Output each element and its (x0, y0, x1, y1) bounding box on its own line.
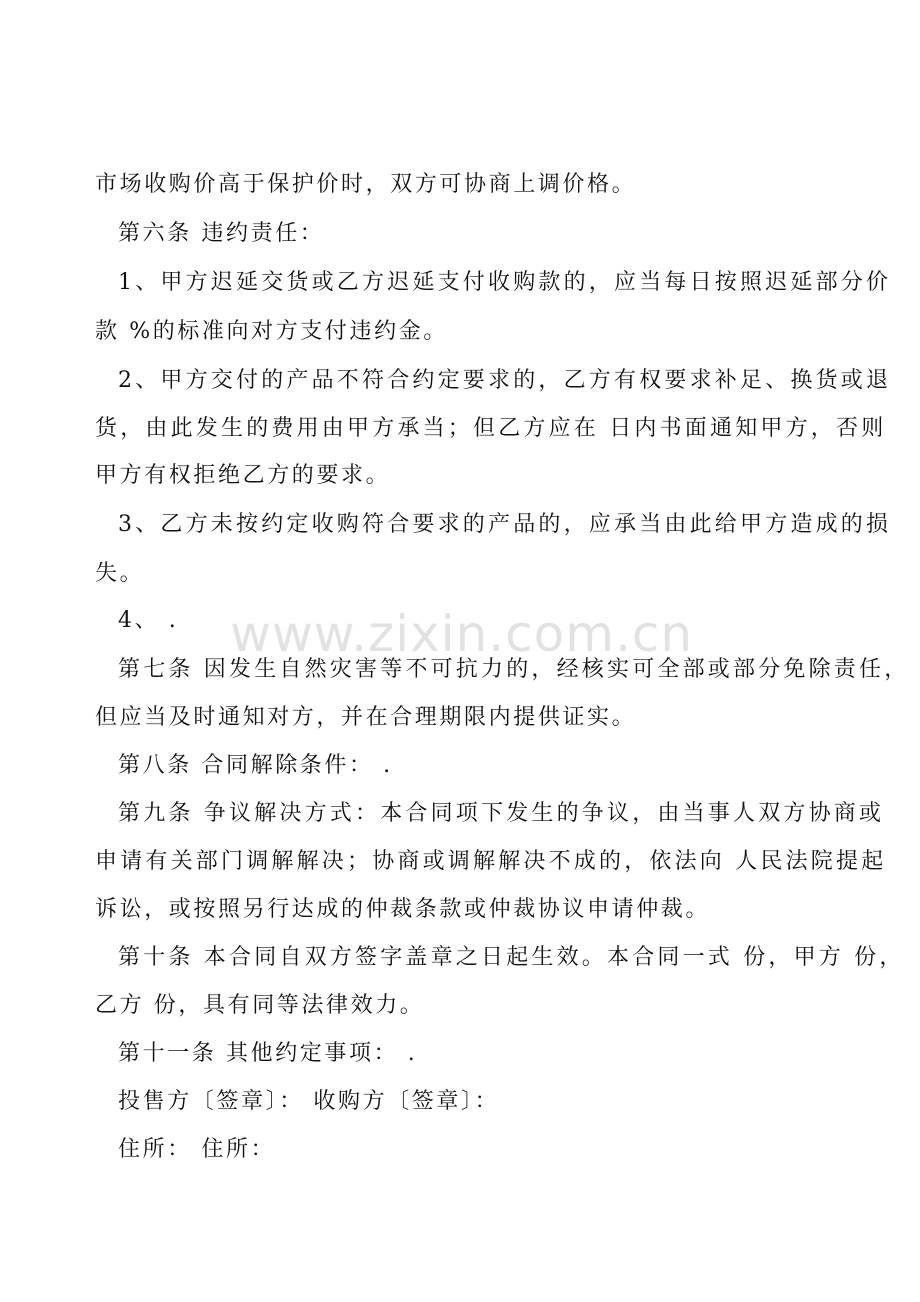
paragraph-line: 失。 (95, 561, 145, 586)
paragraph-line: 诉讼，或按照另行达成的仲裁条款或仲裁协议申请仲裁。 (95, 897, 711, 922)
paragraph-line: 申请有关部门调解解决；协商或调解解决不成的，依法向 人民法院提起 (95, 849, 887, 874)
paragraph-line: 3、乙方未按约定收购符合要求的产品的，应承当由此给甲方造成的损 (118, 512, 892, 537)
paragraph-line: 市场收购价高于保护价时，双方可协商上调价格。 (95, 172, 637, 197)
article-line: 第八条 合同解除条件： . (118, 753, 393, 778)
paragraph-line: 1、甲方迟延交货或乙方迟延支付收购款的，应当每日按照迟延部分价 (118, 270, 892, 295)
article-line: 第十条 本合同自双方签字盖章之日起生效。本合同一式 份，甲方 份， (118, 945, 905, 970)
paragraph-line: 但应当及时通知对方，并在合理期限内提供证实。 (95, 705, 637, 730)
paragraph-line: 4、 . (118, 608, 179, 633)
article-line: 第七条 因发生自然灾害等不可抗力的，经核实可全部或部分免除责任， (118, 657, 910, 682)
address-line: 住所： 住所： (118, 1137, 276, 1162)
watermark: www.zixin.com.cn (230, 605, 694, 663)
paragraph-line: 乙方 份，具有同等法律效力。 (95, 993, 425, 1018)
paragraph-line: 2、甲方交付的产品不符合约定要求的，乙方有权要求补足、换货或退 (118, 368, 892, 393)
article-heading: 第六条 违约责任： (118, 221, 325, 246)
paragraph-line: 款 %的标准向对方支付违约金。 (95, 319, 448, 344)
signature-line: 投售方〔签章〕： 收购方〔签章〕： (118, 1089, 500, 1114)
article-line: 第十一条 其他约定事项： . (118, 1041, 418, 1066)
paragraph-line: 甲方有权拒绝乙方的要求。 (95, 463, 391, 488)
article-line: 第九条 争议解决方式：本合同项下发生的争议，由当事人双方协商或 (118, 801, 885, 826)
paragraph-line: 货，由此发生的费用由甲方承当；但乙方应在 日内书面通知甲方，否则 (95, 416, 887, 441)
